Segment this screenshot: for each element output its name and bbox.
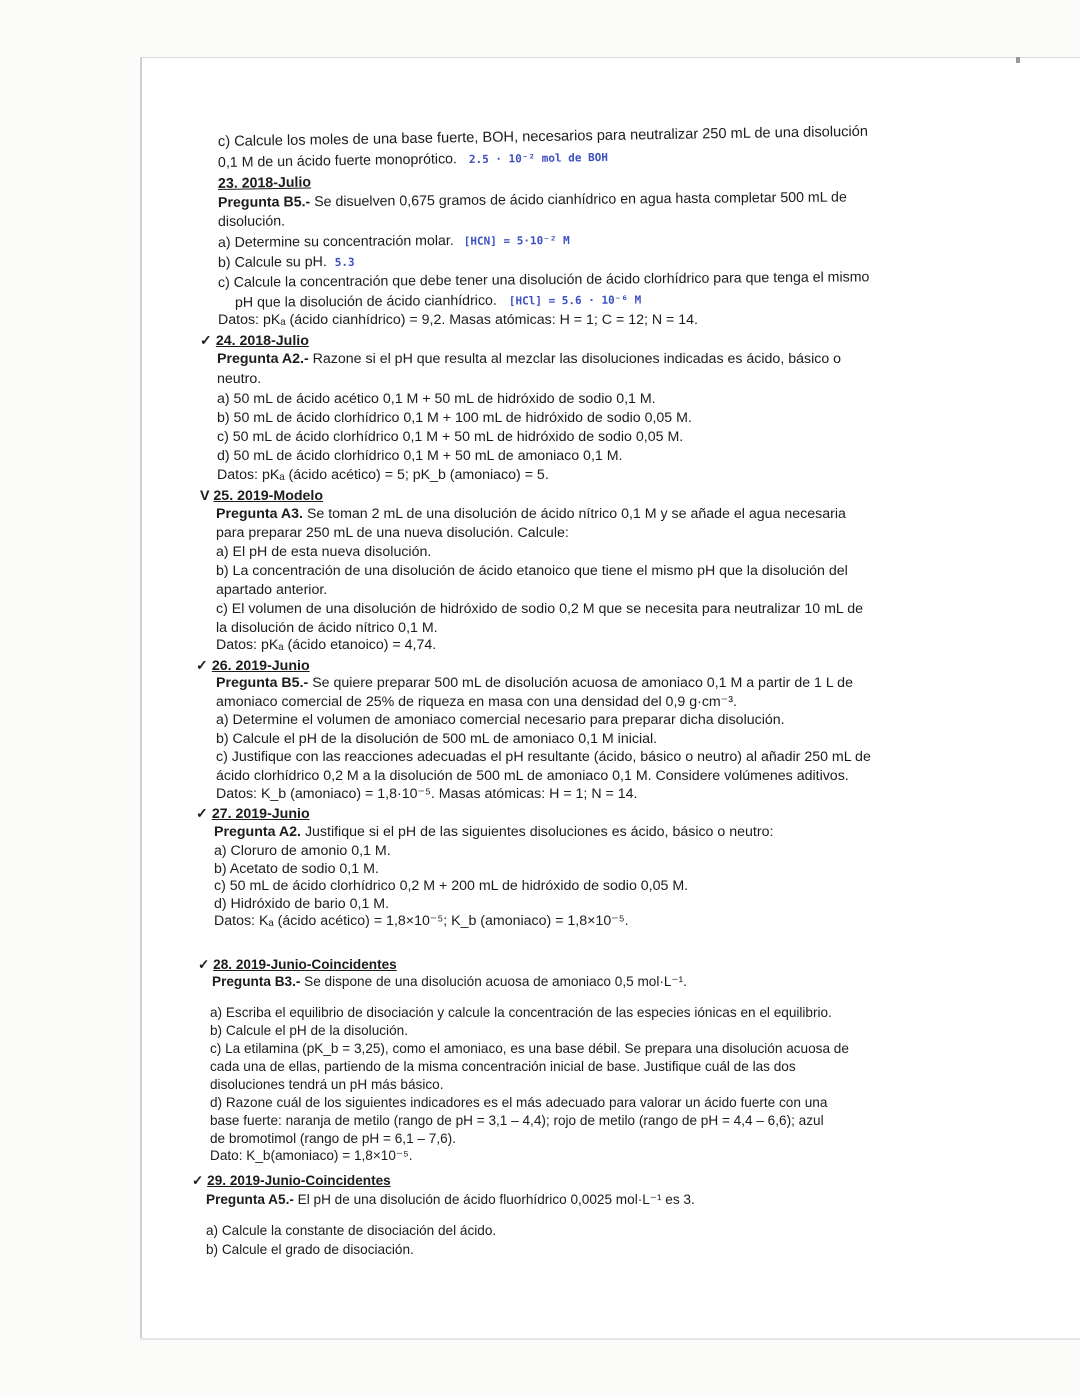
exercise-26-text-2: amoniaco comercial de 25% de riqueza en masa con una densidad del 0,9 g·cm⁻³. (216, 694, 737, 710)
exercise-27-part-c: c) 50 mL de ácido clorhídrico 0,2 M + 200 mL de hidróxido de sodio 0,05 M. (214, 878, 689, 894)
exercise-26-text: Se quiere preparar 500 mL de disolución acuosa de amoniaco 0,1 M a partir de 1 L de (312, 675, 853, 691)
exercise-27-datos: Datos: Kₐ (ácido acético) = 1,8×10⁻⁵; K_b (amoniaco) = 1,8×10⁻⁵. (214, 913, 629, 929)
exercise-28-part-b: b) Calcule el pH de la disolución. (210, 1023, 408, 1038)
exercise-28-part-c: c) La etilamina (pK_b = 3,25), como el amoniaco, es una base débil. Se prepara una disolución acuosa de (210, 1041, 849, 1056)
exercise-25-label: Pregunta A3. (216, 506, 303, 522)
exercise-24-part-c: c) 50 mL de ácido clorhídrico 0,1 M + 50 mL de hidróxido de sodio 0,05 M. (217, 429, 684, 445)
exercise-25-header (200, 488, 323, 505)
exercise-27-part-d: d) Hidróxido de bario 0,1 M. (214, 896, 390, 912)
exercise-25-question (216, 506, 846, 523)
exercise-26-datos: Datos: K_b (amoniaco) = 1,8·10⁻⁵. Masas atómicas: H = 1; N = 14. (216, 786, 638, 802)
exercise-28-datos: Dato: K_b(amoniaco) = 1,8×10⁻⁵. (210, 1148, 413, 1163)
exercise-24-part-d: d) 50 mL de ácido clorhídrico 0,1 M + 50 mL de amoniaco 0,1 M. (217, 448, 623, 464)
exercise-26-label: Pregunta B5.- (216, 675, 309, 691)
exercise-27-part-a: a) Cloruro de amonio 0,1 M. (214, 843, 391, 859)
exercise-28-question (212, 973, 687, 990)
exercise-23-part-c-2-text: pH que la disolución de ácido cianhídrico. (234, 292, 497, 311)
exercise-25-datos: Datos: pKₐ (ácido etanoico) = 4,74. (216, 637, 437, 653)
exercise-23-question (218, 190, 847, 212)
exercise-26-part-c: c) Justifique con las reacciones adecuadas el pH resultante (ácido, básico o neutro) al añadir 250 mL de (216, 749, 871, 765)
exercise-23-part-c-2 (235, 291, 641, 312)
exercise-24-text-2: neutro. (217, 371, 262, 387)
exercise-23-text-2: disolución. (217, 213, 286, 230)
exercise-26-heading: 26. 2019-Junio (211, 658, 310, 674)
exercise-23-part-b-text: b) Calcule su pH. (217, 254, 327, 271)
exercise-29-text: El pH de una disolución de ácido fluorhídrico 0,0025 mol·L⁻¹ es 3. (297, 1192, 695, 1207)
exercise-28-part-d-2: base fuerte: naranja de metilo (rango de pH = 3,1 – 4,4); rojo de metilo (rango de pH = 4,4 – 6,6); azul (210, 1113, 824, 1128)
exercise-24-label: Pregunta A2.- (217, 351, 309, 367)
line-c-base-moles: c) Calcule los moles de una base fuerte, BOH, necesarios para neutralizar 250 mL de una disolución (217, 123, 869, 150)
exercise-29-part-b: b) Calcule el grado de disociación. (206, 1242, 414, 1257)
exercise-27-label: Pregunta A2. (214, 824, 301, 840)
exercise-28-part-d: d) Razone cuál de los siguientes indicadores es el más adecuado para valorar un ácido fuerte con una (210, 1095, 828, 1110)
exercise-23-datos: Datos: pKₐ (ácido cianhídrico) = 9,2. Masas atómicas: H = 1; C = 12; N = 14. (218, 312, 698, 328)
exercise-25-part-a: a) El pH de esta nueva disolución. (216, 544, 432, 560)
exercise-29-part-a: a) Calcule la constante de disociación del ácido. (206, 1223, 497, 1238)
line-acid-monoprotic (218, 149, 608, 172)
exercise-28-part-d-3: de bromotimol (rango de pH = 6,1 – 7,6). (210, 1131, 456, 1146)
exercise-29-header (192, 1172, 391, 1189)
exercise-23-part-c: c) Calcule la concentración que debe tener una disolución de ácido clorhídrico para que tenga el mismo (217, 269, 870, 291)
exercise-26-question (216, 675, 853, 692)
exercise-24-datos: Datos: pKₐ (ácido acético) = 5; pK_b (amoniaco) = 5. (217, 467, 549, 483)
exercise-25-part-c-2: la disolución de ácido nítrico 0,1 M. (216, 620, 438, 636)
exercise-28-text: Se dispone de una disolución acuosa de amoniaco 0,5 mol·L⁻¹. (304, 974, 687, 989)
exercise-24-header (200, 333, 309, 350)
check-mark-icon: ✓ (198, 957, 210, 972)
exercise-28-header (198, 956, 397, 973)
handwritten-answer-23c: [HCl] = 5.6 · 10⁻⁶ M (508, 293, 642, 308)
exercise-23-part-b (218, 254, 355, 272)
exercise-28-part-c-3: disoluciones tendrá un pH más básico. (210, 1077, 444, 1092)
exercise-28-label: Pregunta B3.- (212, 974, 301, 989)
exercise-23-text: Se disuelven 0,675 gramos de ácido cianhídrico en agua hasta completar 500 mL de (314, 189, 847, 211)
exercise-24-part-b: b) 50 mL de ácido clorhídrico 0,1 M + 100 mL de hidróxido de sodio 0,05 M. (217, 410, 692, 426)
exercise-25-text-2: para preparar 250 mL de una nueva disolución. Calcule: (216, 525, 569, 541)
handwritten-answer-23b: 5.3 (334, 255, 355, 269)
exercise-24-heading: 24. 2018-Julio (215, 333, 309, 349)
exercise-25-part-b: b) La concentración de una disolución de ácido etanoico que tiene el mismo pH que la disolución del (216, 563, 848, 579)
exercise-29-heading: 29. 2019-Junio-Coincidentes (207, 1173, 391, 1188)
check-mark-icon: V (200, 488, 210, 504)
exercise-27-part-b: b) Acetato de sodio 0,1 M. (214, 861, 379, 877)
exercise-24-text: Razone si el pH que resulta al mezclar las disoluciones indicadas es ácido, básico o (312, 351, 842, 367)
exercise-23-part-a-text: a) Determine su concentración molar. (217, 232, 454, 251)
handwritten-answer-23a: [HCN] = 5·10⁻² M (463, 233, 570, 248)
line-acid-monoprotic-text: 0,1 M de un ácido fuerte monoprótico. (217, 151, 458, 171)
check-mark-icon: ✓ (192, 1173, 204, 1188)
exercise-27-text: Justifique si el pH de las siguientes disoluciones es ácido, básico o neutro: (304, 824, 774, 840)
check-mark-icon: ✓ (200, 333, 212, 349)
check-mark-icon: ✓ (196, 806, 208, 822)
exercise-26-part-c-2: ácido clorhídrico 0,2 M a la disolución de 500 mL de amoniaco 0,1 M. Considere volúmenes aditivos. (216, 768, 849, 784)
exercise-27-header (196, 806, 310, 823)
exercise-25-text: Se toman 2 mL de una disolución de ácido nítrico 0,1 M y se añade el agua necesaria (306, 506, 846, 522)
exercise-28-part-a: a) Escriba el equilibrio de disociación y calcule la concentración de las especies iónicas en el equilibrio. (210, 1005, 832, 1020)
exercise-29-label: Pregunta A5.- (206, 1192, 294, 1207)
exercise-24-part-a: a) 50 mL de ácido acético 0,1 M + 50 mL de hidróxido de sodio 0,1 M. (217, 391, 656, 407)
exercise-23-heading: 23. 2018-Julio (217, 174, 312, 192)
check-mark-icon: ✓ (196, 658, 208, 674)
exercise-27-heading: 27. 2019-Junio (211, 806, 310, 822)
exercise-23-part-a (218, 232, 570, 252)
exercise-24-question (217, 351, 841, 368)
exercise-28-part-c-2: cada una de ellas, partiendo de la misma concentración inicial de base. Justifique cuál de las dos (210, 1059, 796, 1074)
exercise-27-question (214, 824, 773, 841)
exercise-25-part-c: c) El volumen de una disolución de hidróxido de sodio 0,2 M que se necesita para neutralizar 10 mL de (216, 601, 863, 617)
handwritten-answer-moles: 2.5 · 10⁻² mol de BOH (468, 150, 609, 167)
exercise-25-part-b-2: apartado anterior. (216, 582, 328, 598)
exercise-26-header (196, 658, 310, 675)
exercise-23-label: Pregunta B5.- (217, 194, 311, 211)
exercise-28-heading: 28. 2019-Junio-Coincidentes (213, 957, 397, 972)
exercise-26-part-b: b) Calcule el pH de la disolución de 500 mL de amoniaco 0,1 M inicial. (216, 731, 658, 747)
exercise-26-part-a: a) Determine el volumen de amoniaco comercial necesario para preparar dicha disolución. (216, 712, 785, 728)
exercise-29-question (206, 1191, 695, 1208)
exercise-25-heading: 25. 2019-Modelo (213, 488, 324, 504)
